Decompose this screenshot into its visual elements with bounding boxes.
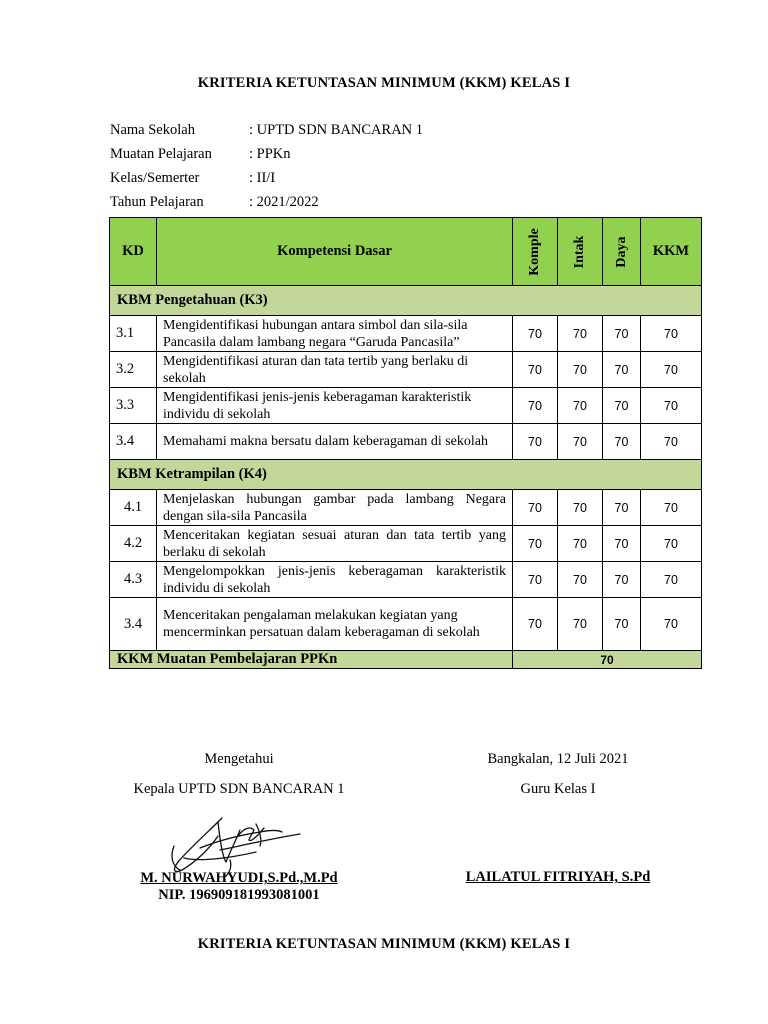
info-label: Tahun Pelajaran [110,194,204,210]
kkm-table [109,217,702,669]
kd-cell: 3.1 [110,316,157,352]
daya-cell: 70 [603,316,641,352]
intak-cell: 70 [558,316,603,352]
sig-right-name: LAILATUL FITRIYAH, S.Pd [465,869,651,885]
komple-cell: 70 [513,526,558,562]
info-label: Nama Sekolah [110,122,195,138]
kd-cell: 3.2 [110,352,157,388]
kd-cell: 4.3 [110,562,157,598]
kkm-cell: 70 [641,526,702,562]
kd-cell: 4.1 [110,490,157,526]
kompetensi-cell: Menjelaskan hubungan gambar pada lambang Negara dengan sila-sila Pancasila [157,490,513,526]
table-row [110,424,702,460]
footer-row [110,651,702,669]
kompetensi-cell: Menceritakan pengalaman melakukan kegiatan yang mencerminkan persatuan dalam keberagaman di sekolah [157,598,513,651]
kompetensi-cell: Mengidentifikasi jenis-jenis keberagaman karakteristik individu di sekolah [157,388,513,424]
kkm-cell: 70 [641,562,702,598]
header-intak-text: Intak [572,235,587,268]
sig-left-role: Kepala UPTD SDN BANCARAN 1 [133,781,345,797]
sig-right-role: Guru Kelas I [520,781,596,797]
kkm-cell: 70 [641,598,702,651]
table-row [110,388,702,424]
info-value: : 2021/2022 [249,194,319,210]
table-row [110,526,702,562]
kompetensi-cell: Mengidentifikasi hubungan antara simbol dan sila-sila Pancasila dalam lambang negara “Garuda Pancasila” [157,316,513,352]
table-row [110,352,702,388]
table-row [110,316,702,352]
kompetensi-cell: Mengidentifikasi aturan dan tata tertib yang berlaku di sekolah [157,352,513,388]
daya-cell: 70 [603,388,641,424]
header-intak [558,218,603,286]
sig-left-nip: NIP. 196909181993081001 [158,887,320,903]
bottom-title: KRITERIA KETUNTASAN MINIMUM (KKM) KELAS I [197,936,571,952]
daya-cell: 70 [603,562,641,598]
kd-cell: 3.3 [110,388,157,424]
kompetensi-cell: Menceritakan kegiatan sesuai aturan dan tata tertib yang berlaku di sekolah [157,526,513,562]
section-row-k4 [110,460,702,490]
kkm-cell: 70 [641,352,702,388]
page-title: KRITERIA KETUNTASAN MINIMUM (KKM) KELAS I [197,75,571,91]
kompetensi-cell: Memahami makna bersatu dalam keberagaman di sekolah [157,424,513,460]
kd-cell: 3.4 [110,598,157,651]
intak-cell: 70 [558,388,603,424]
komple-cell: 70 [513,562,558,598]
kd-cell: 3.4 [110,424,157,460]
daya-cell: 70 [603,526,641,562]
komple-cell: 70 [513,352,558,388]
intak-cell: 70 [558,598,603,651]
sig-right-top: Bangkalan, 12 Juli 2021 [487,751,629,767]
header-daya [603,218,641,286]
handwritten-signature [160,800,310,880]
header-kompetensi: Kompetensi Dasar [157,218,513,286]
daya-cell: 70 [603,490,641,526]
info-label: Muatan Pelajaran [110,146,212,162]
info-value: : UPTD SDN BANCARAN 1 [249,122,424,138]
section-row-k3 [110,286,702,316]
kd-cell: 4.2 [110,526,157,562]
sig-left-top: Mengetahui [204,751,274,767]
daya-cell: 70 [603,598,641,651]
intak-cell: 70 [558,526,603,562]
kkm-cell: 70 [641,316,702,352]
intak-cell: 70 [558,352,603,388]
footer-value: 70 [513,651,702,669]
header-kd: KD [110,218,157,286]
komple-cell: 70 [513,490,558,526]
komple-cell: 70 [513,424,558,460]
section-k3-label: KBM Pengetahuan (K3) [110,286,702,316]
kompetensi-cell: Mengelompokkan jenis-jenis keberagaman karakteristik individu di sekolah [157,562,513,598]
header-kkm: KKM [641,218,702,286]
info-label: Kelas/Semerter [110,170,200,186]
info-value: : PPKn [249,146,291,162]
info-value: : II/I [249,170,276,186]
kkm-cell: 70 [641,424,702,460]
intak-cell: 70 [558,490,603,526]
table-header-row [110,218,702,286]
table-row [110,598,702,651]
komple-cell: 70 [513,388,558,424]
sig-left-name: M. NURWAHYUDI,S.Pd.,M.Pd [140,870,338,886]
komple-cell: 70 [513,598,558,651]
kkm-cell: 70 [641,490,702,526]
kkm-cell: 70 [641,388,702,424]
table-row [110,562,702,598]
section-k4-label: KBM Ketrampilan (K4) [110,460,702,490]
table-row [110,490,702,526]
intak-cell: 70 [558,562,603,598]
header-komple [513,218,558,286]
header-komple-text: Komple [527,227,542,276]
komple-cell: 70 [513,316,558,352]
intak-cell: 70 [558,424,603,460]
footer-label: KKM Muatan Pembelajaran PPKn [110,651,513,669]
header-daya-text: Daya [613,235,629,268]
daya-cell: 70 [603,424,641,460]
daya-cell: 70 [603,352,641,388]
